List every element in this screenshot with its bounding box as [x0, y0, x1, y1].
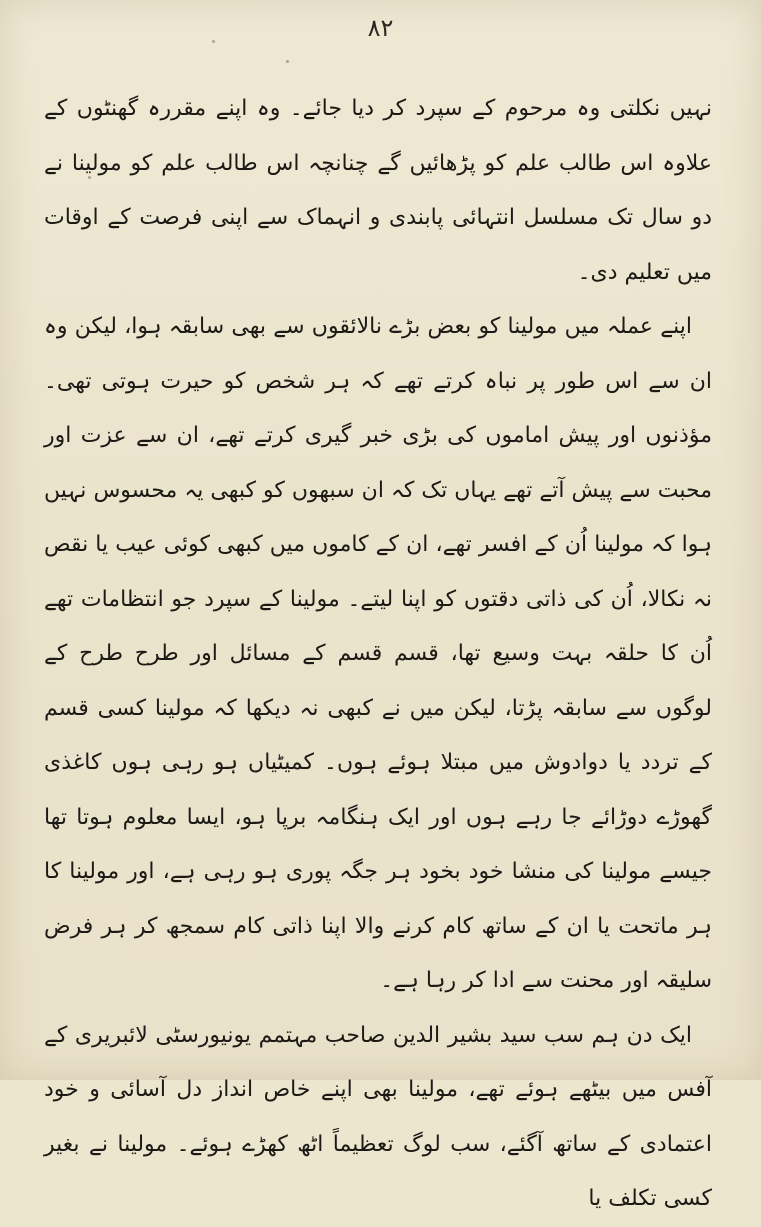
body-text — [44, 82, 712, 1227]
paragraph-3: ایک دن ہم سب سید بشیر الدین صاحب مہتمم یونیورسٹی لائبریری کے آفس میں بیٹھے ہوئے تھے، مولینا بھی اپنے خاص انداز دل آسائی و خود اعتمادی کے ساتھ آگئے، سب لوگ تعظیماً اٹھ کھڑے ہوئے۔ مولینا نے بغیر کسی تکلف یا — [44, 1022, 712, 1211]
paragraph-1: نہیں نکلتی وہ مرحوم کے سپرد کر دیا جائے۔ وہ اپنے مقررہ گھنٹوں کے علاوہ اس طالب علم کو پڑھائیں گے چنانچہ اس طالب علم کو مولینا نے دو سال تک مسلسل انتہائی پابندی و انہماک سے اپنی فرصت کے اوقات میں تعلیم دی۔ — [44, 96, 712, 285]
paper-speck — [212, 40, 215, 43]
paragraph-2: اپنے عملہ میں مولینا کو بعض بڑے نالائقوں سے بھی سابقہ ہوا، لیکن وہ ان سے اس طور پر نباہ کرتے تھے کہ ہر شخص کو حیرت ہوتی تھی۔ مؤذنوں اور پیش اماموں کی بڑی خبر گیری کرتے تھے، ان سے عزت اور محبت سے پیش آتے تھے یہاں تک کہ ان سبھوں کو کبھی یہ محسوس نہیں ہوا کہ مولینا اُن کے افسر تھے، ان کے کاموں میں کبھی کوئی عیب یا نقص نہ نکالا، اُن کی ذاتی دقتوں کو اپنا لیتے۔ مولینا کے سپرد جو انتظامات تھے اُن کا حلقہ بہت وسیع تھا، قسم قسم کے مسائل اور طرح طرح کے لوگوں سے سابقہ پڑتا، لیکن میں نے کبھی نہ دیکھا کہ مولینا کسی قسم کے تردد یا دوادوش میں مبتلا ہوئے ہوں۔ کمیٹیاں ہو رہی ہوں کاغذی گھوڑے دوڑائے جا رہے ہوں اور ایک ہنگامہ برپا ہو، ایسا معلوم ہوتا تھا جیسے مولینا کی منشا خود بخود ہر جگہ پوری ہو رہی ہے، اور مولینا کا ہر ماتحت یا ان کے ساتھ کام کرنے والا اپنا ذاتی کام سمجھ کر ہر فرض سلیقہ اور محنت سے ادا کر رہا ہے۔ — [44, 314, 712, 993]
paper-speck — [286, 60, 289, 63]
page-number: ۸۲ — [367, 14, 394, 42]
paper-speck — [88, 176, 91, 179]
